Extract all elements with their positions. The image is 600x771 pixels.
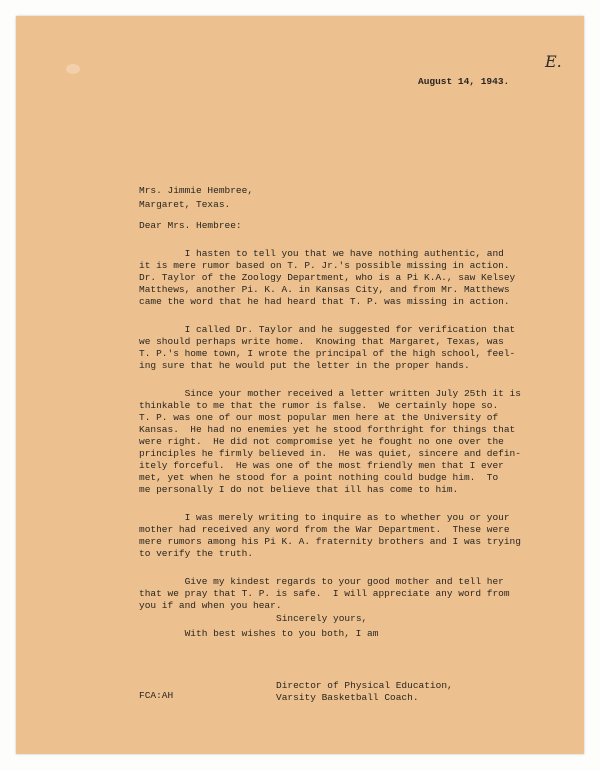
body-paragraph — [139, 628, 529, 640]
body-line: ing sure that he would put the letter in the proper hands. — [139, 360, 470, 371]
body-paragraph — [139, 512, 529, 560]
closing: Sincerely yours, — [276, 613, 368, 624]
letter-date: August 14, 1943. — [418, 76, 510, 87]
body-paragraph — [139, 248, 529, 308]
body-line: met, yet when he stood for a point nothing could budge him. To — [139, 472, 499, 483]
body-line: With best wishes to you both, I am — [139, 628, 379, 639]
body-line: to verify the truth. — [139, 548, 254, 559]
body-line: that we pray that T. P. is safe. I will appreciate any word from — [139, 588, 510, 599]
body-line: we should perhaps write home. Knowing that Margaret, Texas, was — [139, 336, 504, 347]
letter-body — [139, 248, 529, 656]
body-line: Give my kindest regards to your good mother and tell her — [139, 576, 504, 587]
recipient-location: Margaret, Texas. — [139, 199, 231, 210]
body-line: it is mere rumor based on T. P. Jr.'s possible missing in action. — [139, 260, 510, 271]
body-line: I called Dr. Taylor and he suggested for verification that — [139, 324, 516, 335]
body-line: T. P. was one of our most popular men here at the University of — [139, 412, 499, 423]
salutation: Dear Mrs. Hembree: — [139, 220, 242, 231]
body-paragraph — [139, 576, 529, 612]
body-line: were right. He did not compromise yet he fought no one over the — [139, 436, 504, 447]
paper-blemish — [66, 64, 80, 74]
corner-mark: E. — [545, 52, 562, 71]
body-paragraph — [139, 324, 529, 372]
body-paragraph — [139, 388, 529, 496]
body-line: Dr. Taylor of the Zoology Department, who is a Pi K.A., saw Kelsey — [139, 272, 516, 283]
reference-initials: FCA:AH — [139, 690, 174, 701]
recipient-address — [139, 184, 253, 212]
body-line: T. P.'s home town, I wrote the principal of the high school, feel- — [139, 348, 516, 359]
signature-subtitle: Varsity Basketball Coach. — [276, 692, 419, 703]
recipient-name: Mrs. Jimmie Hembree, — [139, 185, 254, 196]
body-line: Kansas. He had no enemies yet he stood forthright for things that — [139, 424, 516, 435]
body-line: Since your mother received a letter written July 25th it is — [139, 388, 521, 399]
body-line: Matthews, another Pi. K. A. in Kansas City, and from Mr. Matthews — [139, 284, 510, 295]
body-line: me personally I do not believe that ill has come to him. — [139, 484, 459, 495]
body-line: itely forceful. He was one of the most friendly men that I ever — [139, 460, 504, 471]
body-line: mere rumors among his Pi K. A. fraternity brothers and I was trying — [139, 536, 521, 547]
signature-title: Director of Physical Education, — [276, 680, 453, 691]
body-line: came the word that he had heard that T. P. was missing in action. — [139, 296, 510, 307]
body-line: principles he firmly believed in. He was quiet, sincere and defin- — [139, 448, 521, 459]
body-line: mother had received any word from the War Department. These were — [139, 524, 510, 535]
body-line: I hasten to tell you that we have nothing authentic, and — [139, 248, 504, 259]
body-line: I was merely writing to inquire as to whether you or your — [139, 512, 510, 523]
signature-block — [276, 680, 453, 704]
body-line: thinkable to me that the rumor is false. We certainly hope so. — [139, 400, 499, 411]
body-line: you if and when you hear. — [139, 600, 282, 611]
